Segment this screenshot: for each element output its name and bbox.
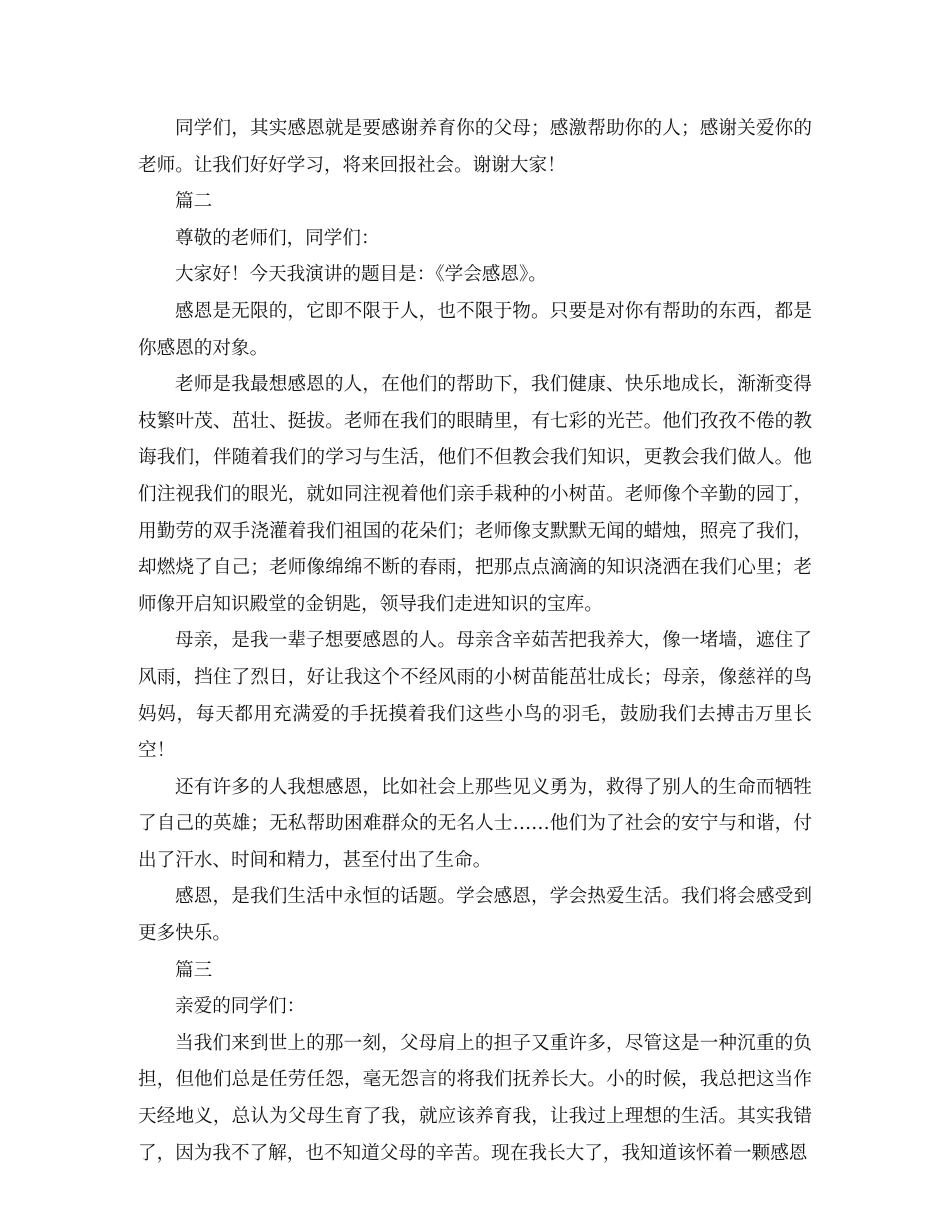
section-heading-part-three: 篇三 <box>175 959 213 981</box>
paragraph-gratitude-unlimited: 感恩是无限的，它即不限于人，也不限于物。只要是对你有帮助的东西，都是你感恩的对象。 <box>138 300 812 359</box>
paragraph-dear-classmates: 亲爱的同学们： <box>175 996 306 1018</box>
paragraph-closing-thanks: 同学们，其实感恩就是要感谢养育你的父母；感激帮助你的人；感谢关爱你的老师。让我们好好学习，将来回报社会。谢谢大家！ <box>138 118 812 176</box>
paragraph-salutation: 尊敬的老师们，同学们： <box>175 227 380 249</box>
paragraph-heroes: 还有许多的人我想感恩，比如社会上那些见义勇为，救得了别人的生命而牺牲了自己的英雄；无私帮助困难群众的无名人士……他们为了社会的安宁与和谐，付出了汗水、时间和精力，甚至付出了生命。 <box>138 776 812 871</box>
section-heading-part-two: 篇二 <box>175 191 213 213</box>
paragraph-speech-title: 大家好！今天我演讲的题目是：《学会感恩》。 <box>175 264 547 286</box>
paragraph-parents: 当我们来到世上的那一刻，父母肩上的担子又重许多，尽管这是一种沉重的负担，但他们总是任劳任怨，毫无怨言的将我们抚养长大。小的时候，我总把这当作天经地义，总认为父母生育了我，就应该养育我，让我过上理想的生活。其实我错了，因为我不了解，也不知道父母的辛苦。现在我长大了，我知道该怀着一颗感恩 <box>138 1032 812 1164</box>
paragraph-eternal-topic: 感恩，是我们生活中永恒的话题。学会感恩，学会热爱生活。我们将会感受到更多快乐。 <box>138 886 812 945</box>
paragraph-teachers: 老师是我最想感恩的人，在他们的帮助下，我们健康、快乐地成长，渐渐变得枝繁叶茂、茁壮、挺拔。老师在我们的眼睛里，有七彩的光芒。他们孜孜不倦的教诲我们，伴随着我们的学习与生活，他们不但教会我们知识，更教会我们做人。他们注视我们的眼光，就如同注视着他们亲手栽种的小树苗。老师像个辛勤的园丁，用勤劳的双手浇灌着我们祖国的花朵们；老师像支默默无闻的蜡烛，照亮了我们，却燃烧了自己；老师像绵绵不断的春雨，把那点点滴滴的知识浇洒在我们心里；老师像开启知识殿堂的金钥匙，领导我们走进知识的宝库。 <box>138 374 812 615</box>
paragraph-mother: 母亲，是我一辈子想要感恩的人。母亲含辛茹苦把我养大，像一堵墙，遮住了风雨，挡住了烈日，好让我这个不经风雨的小树苗能茁壮成长；母亲，像慈祥的鸟妈妈，每天都用充满爱的手抚摸着我们这些小鸟的羽毛，鼓励我们去搏击万里长空！ <box>138 630 812 762</box>
